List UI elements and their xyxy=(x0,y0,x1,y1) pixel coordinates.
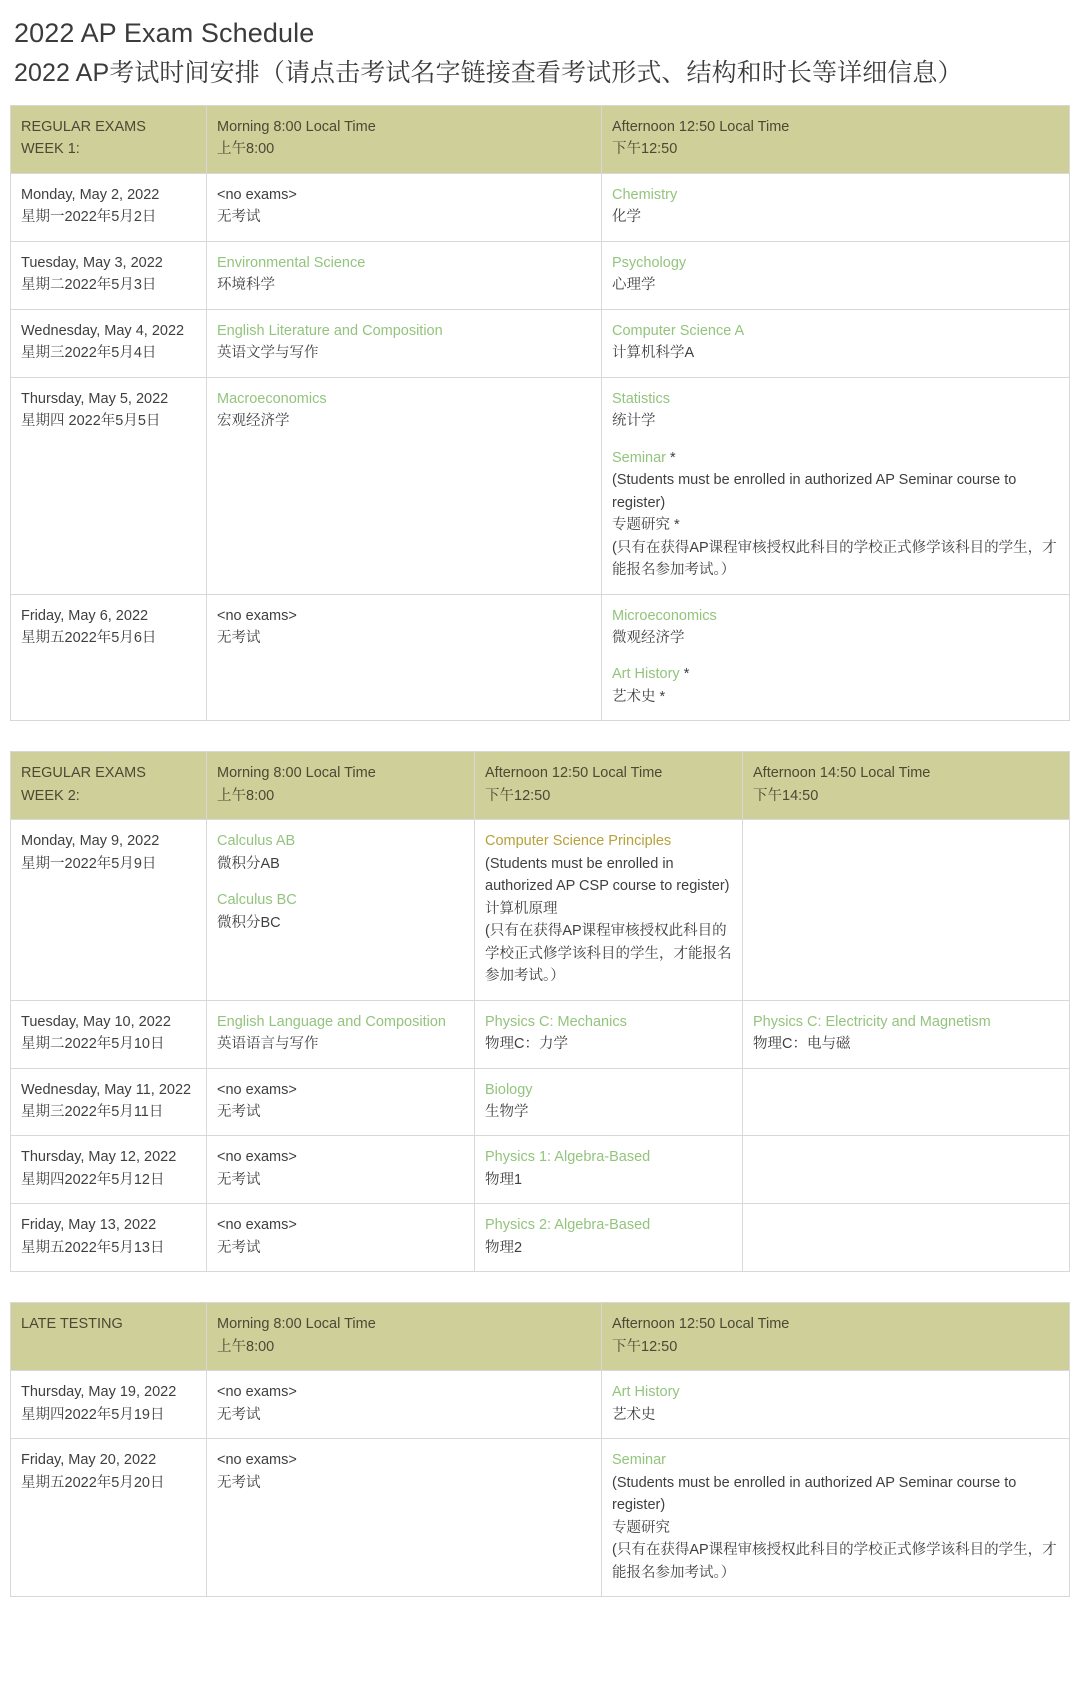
day-label-en: Wednesday, May 11, 2022 xyxy=(21,1081,192,1098)
column-header-line2: WEEK 1: xyxy=(21,141,80,158)
exam-name-row xyxy=(217,252,591,274)
column-header-line1: LATE TESTING xyxy=(21,1316,123,1333)
exam-link[interactable]: Art History xyxy=(612,666,680,683)
morning-cell xyxy=(207,1439,602,1597)
morning-cell xyxy=(207,820,475,1000)
morning-cell xyxy=(207,173,602,241)
column-header-line1: REGULAR EXAMS xyxy=(21,765,146,782)
exam-name-cn-text: 生物学 xyxy=(485,1104,529,1120)
exam-name-row xyxy=(612,663,1059,685)
exam-name-cn xyxy=(612,514,1059,536)
day-label-en: Friday, May 6, 2022 xyxy=(21,607,149,624)
exam-name-cn-text: 艺术史 xyxy=(612,1406,656,1423)
afternoon-cell xyxy=(602,173,1070,241)
afternoon-cell xyxy=(475,1068,743,1136)
entry-spacer xyxy=(612,433,1059,447)
day-cell xyxy=(11,1136,207,1204)
exam-name-row xyxy=(485,1146,732,1168)
exam-link[interactable]: Macroeconomics xyxy=(217,390,327,407)
column-header-line1: Morning 8:00 Local Time xyxy=(217,119,376,135)
day-label-cn: 星期三2022年5月4日 xyxy=(21,345,157,362)
schedule-table-week2 xyxy=(10,751,1070,1272)
exam-link[interactable]: Psychology xyxy=(612,254,687,271)
column-header xyxy=(475,752,743,820)
column-header-line2: 下午12:50 xyxy=(485,787,551,804)
morning-cell xyxy=(207,594,602,721)
exam-name-cn xyxy=(612,342,1059,364)
no-exams-label: <no exams> xyxy=(217,1452,297,1469)
exam-name-cn xyxy=(217,853,464,875)
exam-name-row xyxy=(612,388,1059,410)
exam-link[interactable]: Computer Science A xyxy=(612,322,745,339)
column-header xyxy=(11,106,207,174)
exam-link[interactable]: Art History xyxy=(612,1384,680,1401)
day-cell xyxy=(11,309,207,377)
day-label-cn: 星期五2022年5月6日 xyxy=(21,629,157,646)
column-header-line2 xyxy=(21,1336,196,1358)
day-label-en: Monday, May 2, 2022 xyxy=(21,186,160,203)
exam-name-cn-text: 微观经济学 xyxy=(612,629,685,646)
table-row xyxy=(11,1204,1070,1272)
exam-name-cn xyxy=(612,274,1059,296)
exam-name-row xyxy=(217,1011,464,1033)
exam-name-row xyxy=(485,1079,732,1101)
table-row xyxy=(11,1439,1070,1597)
day-label-en: Tuesday, May 3, 2022 xyxy=(21,254,163,271)
table-header-row xyxy=(11,752,1070,820)
morning-cell xyxy=(207,1371,602,1439)
exam-link[interactable]: Statistics xyxy=(612,390,671,407)
column-header-line2: 下午14:50 xyxy=(753,787,819,804)
exam-name-cn xyxy=(217,410,591,432)
day-cell xyxy=(11,1439,207,1597)
exam-name-cn-text: 化学 xyxy=(612,209,641,226)
page-title-en: 2022 AP Exam Schedule xyxy=(14,18,315,48)
exam-name-row xyxy=(612,605,1059,627)
afternoon-cell xyxy=(602,1439,1070,1597)
schedule-tables xyxy=(10,105,1070,1597)
column-header-line2: 下午12:50 xyxy=(612,1338,678,1355)
morning-cell xyxy=(207,377,602,594)
day-label-cn: 星期四 2022年5月5日 xyxy=(21,413,161,430)
afternoon-late-cell xyxy=(743,1068,1070,1136)
day-cell xyxy=(11,1000,207,1068)
morning-cell xyxy=(207,1204,475,1272)
day-cell xyxy=(11,594,207,721)
afternoon-cell xyxy=(475,820,743,1000)
exam-name-row xyxy=(612,1381,1059,1403)
exam-note-cn: (只有在获得AP课程审核授权此科目的学校正式修学该科目的学生，才能报名参加考试。） xyxy=(485,923,732,985)
table-row xyxy=(11,309,1070,377)
column-header xyxy=(207,1303,602,1371)
column-header xyxy=(11,1303,207,1371)
exam-name-cn xyxy=(485,1033,732,1055)
afternoon-late-cell xyxy=(743,1204,1070,1272)
exam-link[interactable]: Physics C: Mechanics xyxy=(485,1013,627,1030)
day-label-en: Wednesday, May 4, 2022 xyxy=(21,322,185,339)
afternoon-late-cell xyxy=(743,1136,1070,1204)
column-header-line1: REGULAR EXAMS xyxy=(21,119,146,135)
column-header-line1: Afternoon 12:50 Local Time xyxy=(612,119,790,135)
exam-name-row xyxy=(217,388,591,410)
exam-name-cn xyxy=(217,274,591,296)
exam-name-cn-text: 计算机科学A xyxy=(612,345,695,362)
table-row xyxy=(11,594,1070,721)
exam-link[interactable]: Environmental Science xyxy=(217,254,366,271)
day-label-en: Thursday, May 12, 2022 xyxy=(21,1149,177,1166)
day-cell xyxy=(11,1204,207,1272)
exam-link[interactable]: Physics C: Electricity and Magnetism xyxy=(753,1013,991,1030)
asterisk-marker: * xyxy=(683,666,690,683)
exam-name-cn-text: 统计学 xyxy=(612,413,656,430)
column-header-line2: 上午8:00 xyxy=(217,787,275,804)
afternoon-cell xyxy=(602,1371,1070,1439)
exam-name-cn-text: 艺术史 xyxy=(612,688,656,705)
morning-cell xyxy=(207,1000,475,1068)
exam-link[interactable]: English Language and Composition xyxy=(217,1013,446,1030)
table-row xyxy=(11,1000,1070,1068)
morning-cell xyxy=(207,309,602,377)
exam-note-cn: (只有在获得AP课程审核授权此科目的学校正式修学该科目的学生，才能报名参加考试。） xyxy=(612,1542,1057,1581)
exam-name-row xyxy=(612,320,1059,342)
table-row xyxy=(11,1068,1070,1136)
exam-link[interactable]: Computer Science Principles xyxy=(485,833,672,850)
exam-link[interactable]: Seminar xyxy=(612,1452,666,1469)
no-exams-label-cn: 无考试 xyxy=(217,629,261,646)
day-label-en: Thursday, May 19, 2022 xyxy=(21,1384,177,1401)
column-header-line2: WEEK 2: xyxy=(21,787,80,804)
column-header xyxy=(602,1303,1070,1371)
no-exams-label-cn: 无考试 xyxy=(217,1171,261,1188)
morning-cell xyxy=(207,1068,475,1136)
afternoon-cell xyxy=(602,309,1070,377)
exam-name-row xyxy=(217,320,591,342)
column-header-line1: Morning 8:00 Local Time xyxy=(217,1316,376,1333)
column-header-line1: Afternoon 12:50 Local Time xyxy=(612,1316,790,1333)
day-cell xyxy=(11,241,207,309)
exam-name-cn-text: 宏观经济学 xyxy=(217,413,290,430)
day-label-en: Tuesday, May 10, 2022 xyxy=(21,1013,171,1030)
exam-name-row xyxy=(485,830,732,852)
exam-name-cn xyxy=(612,1404,1059,1426)
exam-name-row xyxy=(485,1011,732,1033)
day-label-cn: 星期一2022年5月2日 xyxy=(21,209,157,226)
no-exams-label-cn: 无考试 xyxy=(217,1104,261,1120)
afternoon-late-cell xyxy=(743,820,1070,1000)
exam-link[interactable]: Calculus AB xyxy=(217,833,296,850)
no-exams-label: <no exams> xyxy=(217,1217,297,1234)
column-header-line1: Afternoon 14:50 Local Time xyxy=(753,765,931,782)
table-row xyxy=(11,820,1070,1000)
exam-name-cn-text: 英语语言与写作 xyxy=(217,1036,319,1053)
day-cell xyxy=(11,1371,207,1439)
exam-name-cn-text: 微积分BC xyxy=(217,914,281,931)
day-label-en: Monday, May 9, 2022 xyxy=(21,833,160,850)
exam-name-row xyxy=(217,889,464,911)
column-header-line2: 上午8:00 xyxy=(217,1338,275,1355)
exam-link[interactable]: Physics 1: Algebra-Based xyxy=(485,1149,651,1166)
day-label-cn: 星期四2022年5月12日 xyxy=(21,1171,165,1188)
asterisk-marker: * xyxy=(670,449,676,466)
asterisk-marker-cn: * xyxy=(674,517,680,534)
exam-link[interactable]: Biology xyxy=(485,1081,533,1098)
exam-name-cn xyxy=(612,1517,1059,1539)
exam-link[interactable]: English Literature and Composition xyxy=(217,322,443,339)
day-label-cn: 星期五2022年5月20日 xyxy=(21,1474,165,1491)
afternoon-cell xyxy=(475,1136,743,1204)
morning-cell xyxy=(207,1136,475,1204)
exam-name-row xyxy=(612,1449,1059,1471)
table-header-row xyxy=(11,106,1070,174)
no-exams-label: <no exams> xyxy=(217,607,297,624)
exam-name-cn xyxy=(217,342,591,364)
afternoon-cell xyxy=(475,1000,743,1068)
no-exams-label-cn: 无考试 xyxy=(217,1239,261,1256)
no-exams-label: <no exams> xyxy=(217,186,297,203)
exam-name-cn-text: 心理学 xyxy=(612,277,656,294)
table-row xyxy=(11,1371,1070,1439)
column-header xyxy=(743,752,1070,820)
morning-cell xyxy=(207,241,602,309)
no-exams-label: <no exams> xyxy=(217,1384,297,1401)
column-header xyxy=(207,752,475,820)
column-header-line2: 下午12:50 xyxy=(612,141,678,158)
exam-name-cn xyxy=(217,912,464,934)
exam-note-en: (Students must be enrolled in authorized AP Seminar course to register) xyxy=(612,1474,1017,1514)
exam-name-cn xyxy=(485,1169,732,1191)
column-header-line1: Afternoon 12:50 Local Time xyxy=(485,765,663,782)
afternoon-late-cell xyxy=(743,1000,1070,1068)
day-cell xyxy=(11,1068,207,1136)
column-header xyxy=(602,106,1070,174)
exam-name-row xyxy=(612,184,1059,206)
day-label-cn: 星期五2022年5月13日 xyxy=(21,1239,165,1256)
table-row xyxy=(11,377,1070,594)
exam-name-cn-text: 物理C：力学 xyxy=(485,1036,568,1053)
exam-link[interactable]: Microeconomics xyxy=(612,607,717,624)
exam-name-row xyxy=(612,447,1059,469)
day-label-cn: 星期一2022年5月9日 xyxy=(21,855,157,872)
exam-note-en: (Students must be enrolled in authorized AP Seminar course to register) xyxy=(612,472,1017,511)
table-header-row xyxy=(11,1303,1070,1371)
exam-name-cn-text: 微积分AB xyxy=(217,855,280,872)
column-header xyxy=(11,752,207,820)
no-exams-label: <no exams> xyxy=(217,1149,297,1166)
no-exams-label-cn: 无考试 xyxy=(217,1474,261,1491)
exam-name-cn-text: 环境科学 xyxy=(217,277,275,294)
day-label-en: Friday, May 13, 2022 xyxy=(21,1217,157,1234)
column-header-line2: 上午8:00 xyxy=(217,141,275,158)
exam-name-cn-text: 物理2 xyxy=(485,1239,523,1256)
exam-link[interactable]: Calculus BC xyxy=(217,892,297,909)
exam-link[interactable]: Physics 2: Algebra-Based xyxy=(485,1217,651,1234)
afternoon-cell xyxy=(602,594,1070,721)
exam-name-cn xyxy=(485,1101,732,1123)
exam-name-cn-text: 专题研究 xyxy=(612,1519,670,1536)
exam-name-cn-text: 英语文学与写作 xyxy=(217,345,319,362)
day-label-cn: 星期二2022年5月3日 xyxy=(21,277,157,294)
no-exams-label-cn: 无考试 xyxy=(217,209,261,226)
exam-note-cn: (只有在获得AP课程审核授权此科目的学校正式修学该科目的学生，才能报名参加考试。） xyxy=(612,539,1057,579)
exam-link[interactable]: Chemistry xyxy=(612,186,678,203)
day-cell xyxy=(11,820,207,1000)
exam-name-cn xyxy=(485,1237,732,1259)
exam-name-cn xyxy=(217,1033,464,1055)
no-exams-label: <no exams> xyxy=(217,1081,297,1098)
afternoon-cell xyxy=(475,1204,743,1272)
exam-name-cn xyxy=(485,898,732,920)
day-label-cn: 星期三2022年5月11日 xyxy=(21,1104,164,1120)
afternoon-cell xyxy=(602,377,1070,594)
exam-note-en: (Students must be enrolled in authorized AP CSP course to register) xyxy=(485,855,730,895)
exam-name-row xyxy=(612,252,1059,274)
day-label-cn: 星期四2022年5月19日 xyxy=(21,1406,165,1423)
exam-name-row xyxy=(753,1011,1059,1033)
exam-link[interactable]: Seminar xyxy=(612,449,666,466)
exam-name-cn-text: 物理C：电与磁 xyxy=(753,1036,851,1053)
day-label-cn: 星期二2022年5月10日 xyxy=(21,1036,165,1053)
no-exams-label-cn: 无考试 xyxy=(217,1406,261,1423)
entry-spacer xyxy=(612,649,1059,663)
exam-name-cn xyxy=(612,686,1059,708)
day-cell xyxy=(11,173,207,241)
exam-name-cn-text: 计算机原理 xyxy=(485,900,558,917)
day-cell xyxy=(11,377,207,594)
exam-name-row xyxy=(217,830,464,852)
exam-name-cn-text: 专题研究 xyxy=(612,517,670,534)
exam-name-cn xyxy=(612,627,1059,649)
asterisk-marker-cn: * xyxy=(659,688,666,705)
day-label-en: Thursday, May 5, 2022 xyxy=(21,390,169,407)
schedule-table-week1 xyxy=(10,105,1070,721)
column-header-line1: Morning 8:00 Local Time xyxy=(217,765,376,782)
afternoon-cell xyxy=(602,241,1070,309)
entry-spacer xyxy=(217,875,464,889)
table-row xyxy=(11,241,1070,309)
column-header xyxy=(207,106,602,174)
day-label-en: Friday, May 20, 2022 xyxy=(21,1452,157,1469)
page-title-cn: 2022 AP考试时间安排（请点击考试名字链接查看考试形式、结构和时长等详细信息） xyxy=(14,59,963,87)
schedule-table-late xyxy=(10,1302,1070,1597)
table-row xyxy=(11,1136,1070,1204)
exam-name-cn-text: 物理1 xyxy=(485,1171,523,1188)
exam-name-cn xyxy=(612,410,1059,432)
table-row xyxy=(11,173,1070,241)
exam-name-cn xyxy=(753,1033,1059,1055)
exam-name-cn xyxy=(612,206,1059,228)
exam-name-row xyxy=(485,1214,732,1236)
